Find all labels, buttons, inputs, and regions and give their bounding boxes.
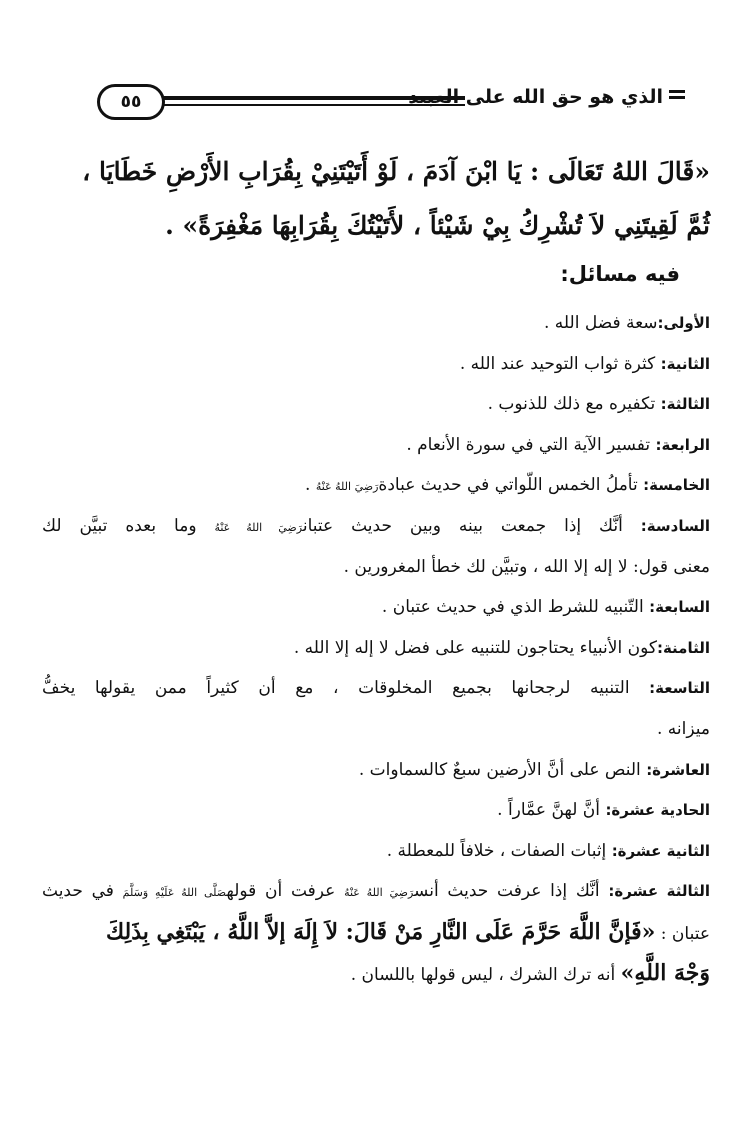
issue-text: تأملُ الخمس اللّواتي في حديث عبادة <box>378 475 644 496</box>
issue-4 <box>42 425 710 466</box>
issue-text: سعة فضل الله . <box>543 313 658 333</box>
issue-7 <box>42 587 710 628</box>
issue-8 <box>42 628 710 669</box>
issue-12 <box>42 831 710 872</box>
page-header <box>85 78 685 122</box>
hadith-line-2: ثُمَّ لَقِيتَنِي لاَ تُشْرِكُ بِيْ شَيْئاً ، لأَتَيْتُكَ بِقُرَابِهَا مَغْفِرَةً» . <box>165 211 710 240</box>
issue-9 <box>42 668 710 749</box>
issue-label: الثامنة: <box>656 638 710 657</box>
honorific: رَضِيَ اللهُ عَنْهُ <box>344 886 415 900</box>
issue-label: الثانية: <box>660 354 710 373</box>
issue-5 <box>42 465 710 506</box>
title-ornament-icon <box>669 90 685 99</box>
issue-label: الثانية عشرة: <box>611 841 710 860</box>
issue-label: الثالثة: <box>660 395 710 414</box>
honorific: رَضِيَ اللهُ عَنْهُ <box>315 480 379 494</box>
issue-10 <box>42 750 710 791</box>
issue-text: أنَّك إذا جمعت بينه وبين حديث عتبان <box>302 515 641 536</box>
issue-text: كون الأنبياء يحتاجون للتنبيه على فضل لا إله إلا الله . <box>293 637 657 658</box>
issue-text-line-3: أنه ترك الشرك ، ليس قولها باللسان . <box>350 964 621 985</box>
issue-text-line-2: معنى قول: لا إله إلا الله ، وتبيَّن لك خطأ المغرورين . <box>343 556 710 577</box>
issue-label: الأولى: <box>657 314 710 332</box>
issue-text: النص على أنَّ الأرضين سبعٌ كالسماوات . <box>358 759 647 780</box>
hadith-quote <box>42 145 710 253</box>
issue-3 <box>42 384 710 425</box>
issue-label: السابعة: <box>649 598 710 617</box>
honorific-prophet: صَلَّى اللهُ عَلَيْهِ وَسَلَّمَ <box>122 886 227 900</box>
honorific: رَضِيَ اللهُ عَنْهُ <box>214 520 303 534</box>
issue-2 <box>42 344 710 385</box>
section-heading: فيه مسائل: <box>560 262 680 286</box>
running-title: الذي هو حق الله على العبيد <box>408 86 663 108</box>
issue-text: أنَّ لهنَّ عمَّاراً . <box>497 800 606 821</box>
issue-label: العاشرة: <box>646 760 710 779</box>
issue-label: السادسة: <box>640 516 710 535</box>
issue-label: الرابعة: <box>655 435 710 454</box>
issue-13 <box>42 871 710 993</box>
prophetic-quote: «فَإنَّ اللَّهَ حَرَّمَ عَلَى النَّارِ مَنْ قَالَ: لاَ إِلَهَ إلاَّ اللَّهُ ، يَبْتَغِي بِذَلِكَ <box>105 918 656 945</box>
hadith-line-1: «قَالَ اللهُ تَعَالَى : يَا ابْنَ آدَمَ ، لَوْ أَتَيْتَنِيْ بِقُرَابِ الأَرْضِ خَطَايَا ، <box>82 157 710 186</box>
issue-1 <box>42 303 710 344</box>
prophetic-quote-end: وَجْهَ اللَّهِ» <box>620 959 710 986</box>
issue-11 <box>42 790 710 831</box>
issue-text: التنبيه لرجحانها بجميع المخلوقات ، مع أن كثيراً ممن يقولها يخفُّ <box>42 678 650 699</box>
issue-text: تكفيره مع ذلك للذنوب . <box>487 394 661 415</box>
issue-text-end: في حديث <box>42 881 123 902</box>
page-number: ٥٥ <box>97 84 165 120</box>
issue-text: إثبات الصفات ، خلافاً للمعطلة . <box>386 840 612 861</box>
issue-text: تفسير الآية التي في سورة الأنعام . <box>406 434 656 455</box>
issue-text: كثرة ثواب التوحيد عند الله . <box>459 353 661 374</box>
issue-label: الثالثة عشرة: <box>608 882 711 901</box>
issue-text-cont: وما بعده تبيَّن لك <box>42 515 215 536</box>
issue-label: الخامسة: <box>643 476 710 495</box>
issue-label: الحادية عشرة: <box>605 801 710 820</box>
issue-text-end: . <box>305 475 316 496</box>
issue-label: التاسعة: <box>649 679 710 698</box>
issues-list <box>42 303 710 993</box>
issue-text-line-2: ميزانه . <box>657 718 710 739</box>
issue-text: أنَّك إذا عرفت حديث أنس <box>414 881 609 902</box>
issue-text: التّنبيه للشرط الذي في حديث عتبان . <box>381 597 650 618</box>
issue-6 <box>42 506 710 587</box>
issue-text-line-2: عتبان : <box>655 923 710 944</box>
issue-text-cont: عرفت أن قوله <box>226 881 345 902</box>
